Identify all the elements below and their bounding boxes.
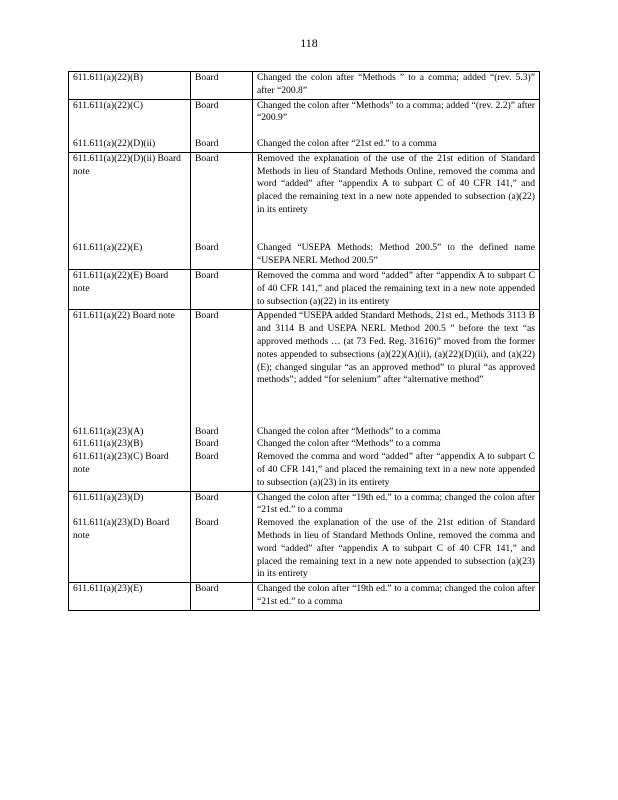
source-text: Board (195, 451, 219, 463)
source-cell (191, 152, 253, 269)
table-row (69, 583, 540, 611)
source-text: Board (195, 152, 219, 164)
section-ref: 611.611(a)(22)(C) (73, 99, 143, 111)
section-ref: 611.611(a)(23)(E) (73, 583, 143, 595)
source-text: Board (195, 583, 219, 595)
section-cell (69, 269, 191, 309)
section-ref: 611.611(a)(23)(A) (73, 425, 144, 437)
change-description: Appended “USEPA added Standard Methods, 21st ed., Methods 3113 B and 3114 B and USEPA NERL Method 200.5 ” before the text “as approved methods … (at 73 Fed. Reg. 31616)” moved from the former notes appended to subsections (a)(22)(A)(ii), (a)(22)(D)(ii), and (a)(22)(E); changed singular “as an approved method” to plural “as approved methods”; added “for selenium” after “alternative method” (257, 310, 535, 386)
change-description: Changed the colon after “Methods” to a comma (257, 438, 441, 450)
change-description: Changed the colon after “Methods” to a comma (257, 425, 441, 437)
description-cell (253, 269, 540, 309)
change-description: Removed the comma and word “added” after “appendix A to subpart C of 40 CFR 141,” and placed the remaining text in a new note appended to subsection (a)(23) in its entirety (257, 451, 535, 488)
section-ref: 611.611(a)(22)(D)(ii) (73, 137, 156, 149)
table-row (69, 269, 540, 309)
change-description: Changed the colon after “Methods ” to a comma; added “(rev. 5.3)” after “200.8” (257, 72, 535, 96)
section-ref: 611.611(a)(23)(D) Board note (73, 517, 170, 541)
description-cell (253, 152, 540, 269)
source-cell (191, 99, 253, 152)
source-text: Board (195, 137, 219, 149)
source-text: Board (195, 242, 219, 254)
change-description: Changed the colon after “19th ed.” to a comma; changed the colon after “21st ed.” to a comma (257, 583, 535, 607)
change-description: Changed the colon after “21st ed.” to a comma (257, 137, 437, 149)
source-text: Board (195, 491, 219, 503)
source-text: Board (195, 425, 219, 437)
section-cell (69, 491, 191, 583)
change-description: Removed the comma and word “added” after “appendix A to subpart C of 40 CFR 141,” and placed the remaining text in a new note appended to subsection (a)(22) in its entirety (257, 269, 535, 307)
change-description: Removed the explanation of the use of the 21st edition of Standard Methods in lieu of Standard Methods Online, removed the comma and word “added” after “appendix A to subpart C of 40 CFR 141,” and placed the remaining text in a new note appended to subsection (a)(22) in its entirety (257, 152, 535, 215)
change-description: Changed the colon after “19th ed.” to a comma; changed the colon after “21st ed.” to a comma (257, 491, 535, 516)
description-cell (253, 310, 540, 491)
description-cell (253, 491, 540, 583)
table-row (69, 99, 540, 152)
source-cell (191, 269, 253, 309)
description-cell (253, 99, 540, 152)
table-row (69, 152, 540, 269)
source-text: Board (195, 310, 219, 322)
description-cell (253, 72, 540, 100)
section-ref: 611.611(a)(23)(B) (73, 438, 143, 450)
section-ref: 611.611(a)(23)(D) (73, 491, 144, 503)
change-description: Removed the explanation of the use of the 21st edition of Standard Methods in lieu of Standard Methods Online, removed the comma and word “added” after “appendix A to subpart C of 40 CFR 141,” and placed the remaining text in a new note appended to subsection (a)(23) in its entirety (257, 517, 535, 580)
section-cell (69, 99, 191, 152)
changes-table (68, 71, 540, 611)
page-number: 118 (300, 36, 318, 50)
table-row (69, 491, 540, 583)
source-cell (191, 491, 253, 583)
source-text: Board (195, 438, 219, 450)
section-ref: 611.611(a)(22)(E) Board note (73, 269, 169, 294)
table-row (69, 310, 540, 491)
description-cell (253, 583, 540, 611)
section-cell (69, 583, 191, 611)
section-ref: 611.611(a)(23)(C) Board note (73, 451, 169, 475)
source-text: Board (195, 99, 219, 111)
source-cell (191, 583, 253, 611)
source-text: Board (195, 269, 219, 281)
change-description: Changed the colon after “Methods” to a comma; added “(rev. 2.2)” after “200.9” (257, 99, 535, 124)
section-ref: 611.611(a)(22)(D)(ii) Board note (73, 152, 181, 177)
source-cell (191, 72, 253, 100)
source-text: Board (195, 72, 219, 83)
section-cell (69, 152, 191, 269)
source-cell (191, 310, 253, 491)
section-cell (69, 72, 191, 100)
section-cell (69, 310, 191, 491)
section-ref: 611.611(a)(22) Board note (73, 310, 175, 322)
change-description: Changed “USEPA Methods: Method 200.5” to the defined name “USEPA NERL Method 200.5” (257, 242, 535, 267)
section-ref: 611.611(a)(22)(E) (73, 242, 143, 254)
section-ref: 611.611(a)(22)(B) (73, 72, 143, 83)
table-row (69, 72, 540, 100)
source-text: Board (195, 517, 219, 529)
